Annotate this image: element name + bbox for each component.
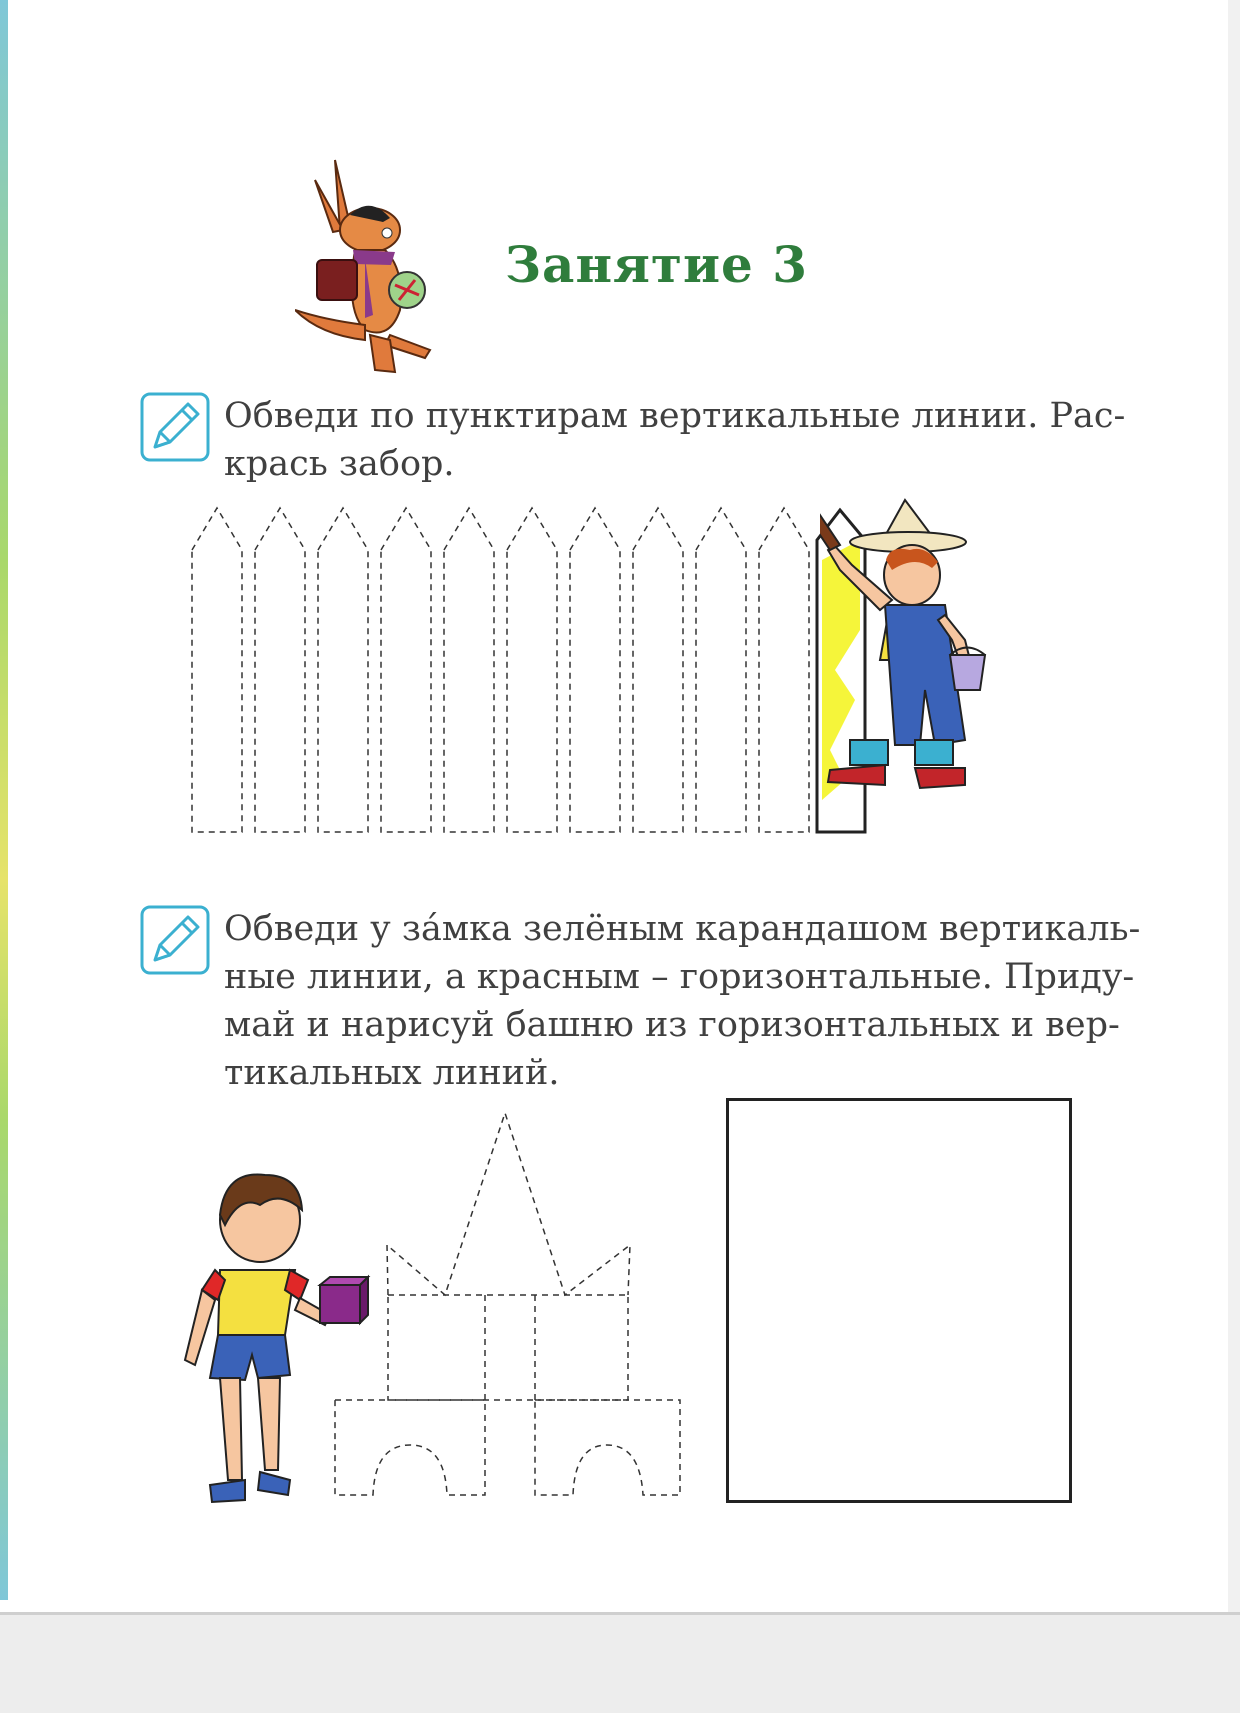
castle-base-left xyxy=(335,1400,485,1495)
fence-board xyxy=(255,508,305,832)
castle-middle xyxy=(388,1295,628,1400)
painter-boy-illustration xyxy=(820,490,1100,870)
fence-board xyxy=(381,508,431,832)
task-2-line-4: тикальных линий. xyxy=(224,1053,560,1093)
page-edge-right xyxy=(1228,0,1240,1615)
page-title: Занятие 3 xyxy=(505,235,809,294)
task-1-line-1: Обведи по пунктирам вертикальные линии. Рас- xyxy=(224,396,1126,436)
task-1-line-2: крась забор. xyxy=(224,444,455,484)
task-1-text xyxy=(224,392,1126,488)
castle-tracing xyxy=(325,1105,695,1500)
task-2-line-1: Обведи у за́мка зелёным карандашом вертикаль- xyxy=(224,909,1141,949)
drawing-box[interactable] xyxy=(726,1098,1072,1503)
fence-board xyxy=(318,508,368,832)
fence-board xyxy=(570,508,620,832)
page-edge-bottom xyxy=(0,1615,1240,1713)
fence-board xyxy=(507,508,557,832)
castle-base-right xyxy=(535,1400,680,1495)
task-2-line-2: ные линии, а красным – горизонтальные. Приду- xyxy=(224,957,1135,997)
pencil-icon xyxy=(140,392,210,462)
fence-board xyxy=(633,508,683,832)
task-2-line-3: май и нарисуй башню из горизонтальных и вер- xyxy=(224,1005,1120,1045)
task-2-text xyxy=(224,905,1141,1097)
pencil-icon xyxy=(140,905,210,975)
fence-board xyxy=(444,508,494,832)
castle-roof xyxy=(387,1113,630,1295)
page-edge-left xyxy=(0,0,8,1600)
fence-board xyxy=(759,508,809,832)
fence-board xyxy=(192,508,242,832)
kangaroo-illustration xyxy=(295,140,445,380)
fence-tracing xyxy=(180,500,880,840)
fence-board xyxy=(696,508,746,832)
